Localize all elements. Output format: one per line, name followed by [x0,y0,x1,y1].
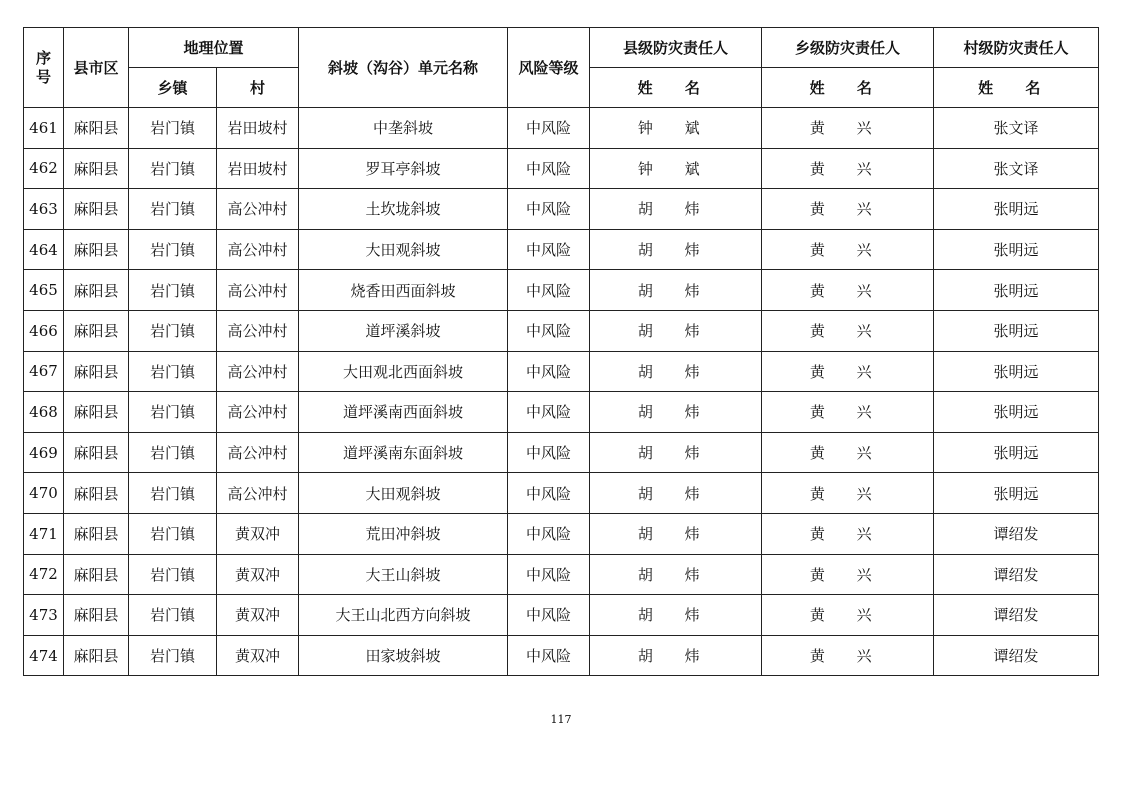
cell-slope-name: 道坪溪南西面斜坡 [299,392,508,433]
cell-slope-name: 大王山斜坡 [299,554,508,595]
cell-slope-name: 中垄斜坡 [299,108,508,149]
header-seq-top: 序 [35,48,51,67]
cell-town: 岩门镇 [129,513,217,554]
cell-county: 麻阳县 [64,189,129,230]
table-row [24,595,1099,636]
cell-risk-level: 中风险 [508,351,590,392]
cell-county: 麻阳县 [64,473,129,514]
table-row [24,270,1099,311]
cell-town: 岩门镇 [129,270,217,311]
cell-county: 麻阳县 [64,229,129,270]
cell-town-person: 黄 兴 [762,513,934,554]
cell-slope-name: 大王山北西方向斜坡 [299,595,508,636]
table-row [24,635,1099,676]
table-header [24,28,1099,108]
cell-village-person: 谭绍发 [934,595,1099,636]
cell-risk-level: 中风险 [508,513,590,554]
cell-risk-level: 中风险 [508,595,590,636]
cell-county: 麻阳县 [64,392,129,433]
cell-county: 麻阳县 [64,554,129,595]
cell-village: 高公冲村 [217,473,299,514]
cell-risk-level: 中风险 [508,432,590,473]
cell-county-person: 胡 炜 [590,189,762,230]
header-seq-bottom: 号 [35,67,51,86]
table-row [24,189,1099,230]
cell-county: 麻阳县 [64,270,129,311]
cell-village-person: 谭绍发 [934,635,1099,676]
table-row [24,310,1099,351]
cell-county-person: 胡 炜 [590,432,762,473]
cell-village: 高公冲村 [217,392,299,433]
cell-county-person: 胡 炜 [590,595,762,636]
cell-county-person: 胡 炜 [590,270,762,311]
cell-seq: 470 [24,473,64,514]
cell-village: 高公冲村 [217,351,299,392]
cell-seq: 471 [24,513,64,554]
cell-seq: 467 [24,351,64,392]
cell-town-person: 黄 兴 [762,108,934,149]
cell-village: 黄双冲 [217,513,299,554]
cell-village-person: 张明远 [934,432,1099,473]
cell-risk-level: 中风险 [508,310,590,351]
cell-slope-name: 道坪溪南东面斜坡 [299,432,508,473]
cell-village-person: 张文译 [934,108,1099,149]
table-row [24,554,1099,595]
cell-seq: 462 [24,148,64,189]
header-village-responsible: 村级防灾责任人 [934,28,1099,68]
cell-risk-level: 中风险 [508,270,590,311]
cell-seq: 466 [24,310,64,351]
cell-county-person: 钟 斌 [590,148,762,189]
cell-seq: 468 [24,392,64,433]
cell-village: 高公冲村 [217,189,299,230]
header-county: 县市区 [64,28,129,108]
cell-town-person: 黄 兴 [762,595,934,636]
cell-county-person: 胡 炜 [590,473,762,514]
cell-seq: 473 [24,595,64,636]
risk-table [23,27,1099,676]
cell-village: 高公冲村 [217,310,299,351]
cell-village: 岩田坡村 [217,148,299,189]
cell-town: 岩门镇 [129,229,217,270]
cell-village-person: 张明远 [934,351,1099,392]
page-number: 117 [550,713,572,726]
cell-county: 麻阳县 [64,635,129,676]
cell-seq: 464 [24,229,64,270]
cell-county: 麻阳县 [64,595,129,636]
cell-town-person: 黄 兴 [762,635,934,676]
cell-town: 岩门镇 [129,351,217,392]
cell-town-person: 黄 兴 [762,473,934,514]
cell-county-person: 胡 炜 [590,351,762,392]
cell-slope-name: 荒田冲斜坡 [299,513,508,554]
cell-seq: 463 [24,189,64,230]
table-body [24,108,1099,676]
cell-village-person: 张明远 [934,310,1099,351]
cell-village: 黄双冲 [217,595,299,636]
cell-slope-name: 烧香田西面斜坡 [299,270,508,311]
header-village-name: 姓 名 [934,68,1099,108]
cell-town: 岩门镇 [129,148,217,189]
header-risk-level: 风险等级 [508,28,590,108]
header-slope-name: 斜坡（沟谷）单元名称 [299,28,508,108]
cell-town: 岩门镇 [129,392,217,433]
cell-village-person: 张明远 [934,392,1099,433]
cell-county-person: 胡 炜 [590,229,762,270]
cell-town: 岩门镇 [129,473,217,514]
cell-village: 黄双冲 [217,635,299,676]
header-town: 乡镇 [129,68,217,108]
cell-town: 岩门镇 [129,554,217,595]
table-row [24,108,1099,149]
cell-town-person: 黄 兴 [762,554,934,595]
table-row [24,392,1099,433]
cell-risk-level: 中风险 [508,229,590,270]
cell-risk-level: 中风险 [508,392,590,433]
cell-slope-name: 道坪溪斜坡 [299,310,508,351]
header-town-responsible: 乡级防灾责任人 [762,28,934,68]
cell-village: 黄双冲 [217,554,299,595]
cell-risk-level: 中风险 [508,189,590,230]
cell-town-person: 黄 兴 [762,148,934,189]
cell-town: 岩门镇 [129,189,217,230]
cell-town-person: 黄 兴 [762,351,934,392]
cell-town-person: 黄 兴 [762,229,934,270]
cell-seq: 461 [24,108,64,149]
cell-town-person: 黄 兴 [762,189,934,230]
table-row [24,148,1099,189]
cell-town-person: 黄 兴 [762,310,934,351]
header-county-responsible: 县级防灾责任人 [590,28,762,68]
header-town-name: 姓 名 [762,68,934,108]
cell-risk-level: 中风险 [508,108,590,149]
header-location: 地理位置 [129,28,299,68]
cell-seq: 472 [24,554,64,595]
table-row [24,351,1099,392]
cell-town: 岩门镇 [129,595,217,636]
cell-village-person: 张明远 [934,189,1099,230]
cell-town: 岩门镇 [129,635,217,676]
cell-village: 高公冲村 [217,229,299,270]
cell-town-person: 黄 兴 [762,392,934,433]
cell-county: 麻阳县 [64,351,129,392]
table-row [24,473,1099,514]
cell-county: 麻阳县 [64,108,129,149]
cell-risk-level: 中风险 [508,635,590,676]
cell-risk-level: 中风险 [508,148,590,189]
cell-village-person: 张明远 [934,229,1099,270]
cell-slope-name: 大田观北西面斜坡 [299,351,508,392]
cell-slope-name: 土坎垅斜坡 [299,189,508,230]
cell-county: 麻阳县 [64,148,129,189]
cell-slope-name: 罗耳亭斜坡 [299,148,508,189]
cell-county: 麻阳县 [64,513,129,554]
cell-county-person: 胡 炜 [590,554,762,595]
cell-county: 麻阳县 [64,310,129,351]
cell-seq: 474 [24,635,64,676]
header-village: 村 [217,68,299,108]
cell-county-person: 胡 炜 [590,635,762,676]
cell-town-person: 黄 兴 [762,270,934,311]
cell-town: 岩门镇 [129,108,217,149]
cell-town: 岩门镇 [129,310,217,351]
cell-county-person: 胡 炜 [590,310,762,351]
cell-village-person: 张明远 [934,473,1099,514]
cell-seq: 469 [24,432,64,473]
cell-village: 岩田坡村 [217,108,299,149]
cell-risk-level: 中风险 [508,554,590,595]
cell-town-person: 黄 兴 [762,432,934,473]
cell-county-person: 胡 炜 [590,392,762,433]
cell-slope-name: 大田观斜坡 [299,473,508,514]
cell-county: 麻阳县 [64,432,129,473]
table-row [24,229,1099,270]
cell-slope-name: 大田观斜坡 [299,229,508,270]
cell-county-person: 钟 斌 [590,108,762,149]
cell-slope-name: 田家坡斜坡 [299,635,508,676]
cell-village: 高公冲村 [217,432,299,473]
header-county-name: 姓 名 [590,68,762,108]
cell-village-person: 谭绍发 [934,513,1099,554]
cell-town: 岩门镇 [129,432,217,473]
header-seq [24,28,64,108]
cell-county-person: 胡 炜 [590,513,762,554]
table-row [24,513,1099,554]
table-row [24,432,1099,473]
cell-seq: 465 [24,270,64,311]
cell-village-person: 张文译 [934,148,1099,189]
cell-risk-level: 中风险 [508,473,590,514]
cell-village: 高公冲村 [217,270,299,311]
cell-village-person: 张明远 [934,270,1099,311]
cell-village-person: 谭绍发 [934,554,1099,595]
